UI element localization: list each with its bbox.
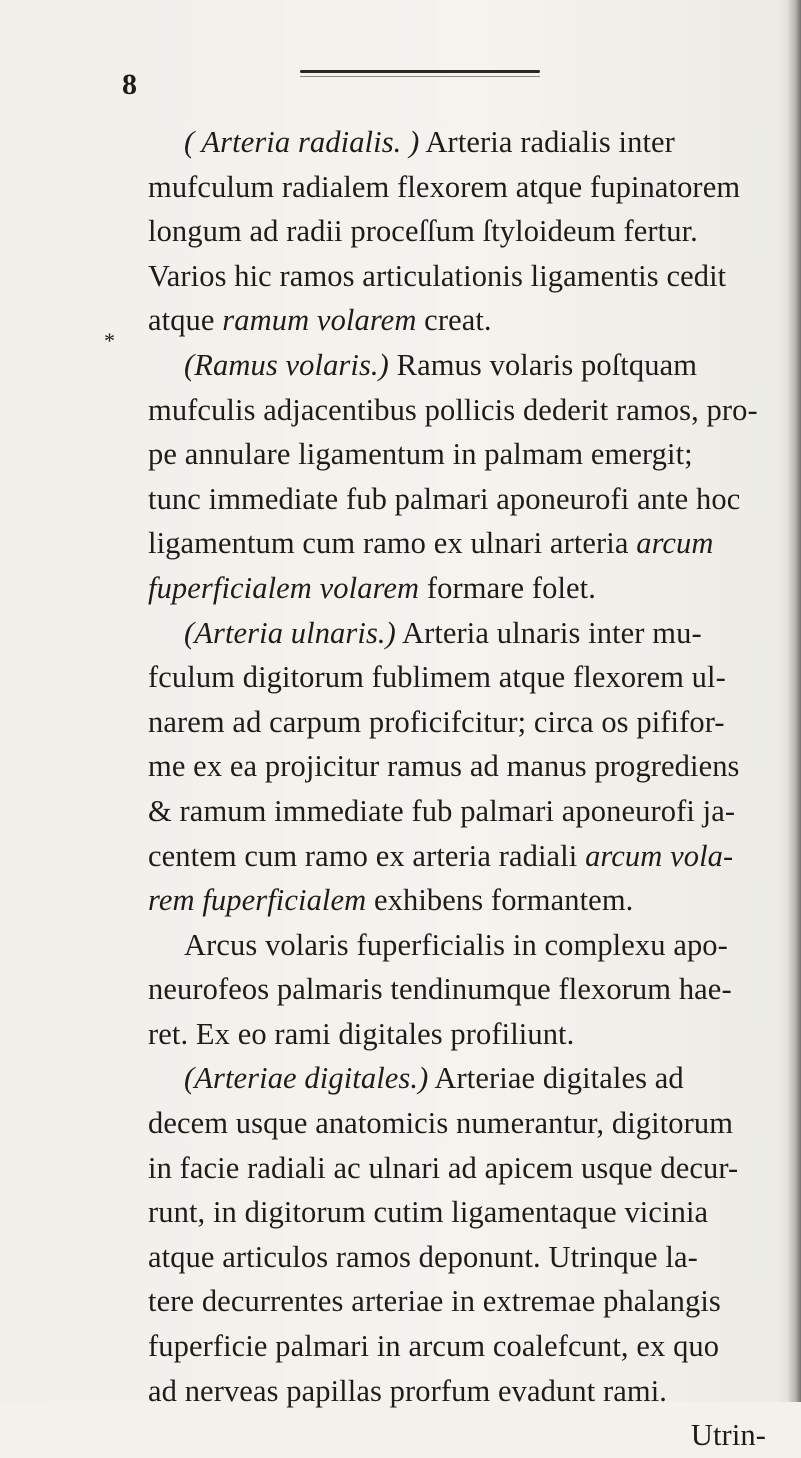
text-line	[148, 789, 768, 834]
text-line	[148, 967, 768, 1012]
text-run: atque	[148, 303, 223, 338]
text-line	[148, 432, 768, 477]
text-run: Arcus volaris fuperficialis in complexu apo-	[184, 927, 728, 962]
text-run: tunc immediate fub palmari aponeurofi ante hoc	[148, 481, 741, 516]
text-run: fuperficie palmari in arcum coalefcunt, ex quo	[148, 1329, 720, 1364]
text-line	[148, 655, 768, 700]
text-run: in facie radiali ac ulnari ad apicem usque decur-	[148, 1150, 739, 1185]
text-run: decem usque anatomicis numerantur, digitorum	[148, 1106, 734, 1141]
text-line	[148, 521, 768, 566]
text-run: ad nerveas papillas prorfum evadunt rami.	[148, 1373, 668, 1408]
text-line	[148, 566, 768, 611]
text-run: tere decurrentes arteriae in extremae phalangis	[148, 1284, 721, 1319]
text-run: Arteria radialis inter	[419, 125, 675, 159]
page-number: 8	[122, 68, 137, 101]
text-run: mufculum radialem flexorem atque fupinatorem	[148, 169, 741, 204]
margin-mark: *	[104, 328, 115, 353]
text-run: me ex ea projicitur ramus ad manus progrediens	[148, 749, 740, 784]
text-line	[148, 477, 768, 522]
text-line	[148, 744, 768, 789]
paragraph-arcus-volaris	[148, 923, 768, 1057]
text-run: runt, in digitorum cutim ligamentaque vicinia	[148, 1195, 709, 1230]
italic-text: arcum vola-	[585, 838, 734, 873]
paragraph-arteria-ulnaris	[148, 611, 768, 923]
text-run: Varios hic ramos articulationis ligamentis cedit	[148, 258, 727, 293]
catchword: Utrin-	[690, 1418, 766, 1453]
text-run: mufculis adjacentibus pollicis dederit ramos, pro-	[148, 392, 758, 427]
text-line	[148, 1101, 768, 1146]
text-run: longum ad radii proceſſum ſtyloideum fertur.	[148, 214, 698, 249]
body-text	[148, 120, 768, 1458]
header-rule	[300, 70, 540, 73]
text-run: pe annulare ligamentum in palmam emergit;	[148, 437, 693, 472]
text-line	[148, 388, 768, 433]
page-edge-shadow	[787, 0, 801, 1402]
text-run: centem cum ramo ex arteria radiali	[148, 838, 586, 873]
italic-text: ramum volarem	[222, 303, 417, 338]
italic-text: (Arteriae digitales.)	[184, 1061, 429, 1096]
text-line	[148, 1324, 768, 1369]
paragraph-ramus-volaris	[148, 343, 768, 611]
text-run: Ramus volaris poſtquam	[388, 347, 698, 382]
text-run: creat.	[416, 303, 492, 338]
text-line	[148, 834, 768, 879]
text-line	[148, 254, 768, 299]
header-rule-thin	[300, 76, 540, 77]
text-run: narem ad carpum proficifcitur; circa os pififor-	[148, 704, 725, 739]
text-line	[148, 1369, 768, 1414]
text-line	[148, 343, 768, 388]
text-line	[148, 611, 768, 656]
paragraph-arteria-radialis	[148, 120, 768, 343]
italic-text: (Arteria ulnaris.)	[184, 615, 396, 650]
text-line	[148, 1056, 768, 1101]
text-line	[148, 700, 768, 745]
text-line	[148, 1012, 768, 1057]
text-run: exhibens formantem.	[366, 883, 634, 918]
text-line	[148, 1235, 768, 1280]
text-run: ligamentum cum ramo ex ulnari arteria	[148, 526, 637, 561]
text-line	[148, 209, 768, 254]
text-run: ret. Ex eo rami digitales profiliunt.	[148, 1016, 575, 1051]
text-line	[148, 1190, 768, 1235]
text-run: neurofeos palmaris tendinumque flexorum hae-	[148, 972, 732, 1007]
text-line	[148, 120, 768, 165]
text-line	[148, 298, 768, 343]
italic-text: arcum	[636, 526, 714, 561]
text-line	[148, 165, 768, 210]
text-run: fculum digitorum fublimem atque flexorem ul-	[148, 660, 726, 695]
text-run: & ramum immediate fub palmari aponeurofi ja-	[148, 793, 736, 828]
italic-text: rem fuperficialem	[148, 883, 367, 918]
italic-text: ( Arteria radialis. )	[184, 125, 420, 159]
text-line	[148, 1279, 768, 1324]
text-line	[148, 923, 768, 968]
text-run: atque articulos ramos deponunt. Utrinque la-	[148, 1239, 698, 1274]
italic-text: (Ramus volaris.)	[184, 347, 389, 382]
text-run: Arteria ulnaris inter mu-	[395, 615, 702, 650]
text-run: formare folet.	[419, 570, 596, 605]
text-line	[148, 1146, 768, 1191]
text-run: Arteriae digitales ad	[428, 1061, 684, 1096]
text-line	[148, 878, 768, 923]
italic-text: fuperficialem volarem	[148, 570, 420, 605]
paragraph-arteriae-digitales	[148, 1056, 768, 1413]
